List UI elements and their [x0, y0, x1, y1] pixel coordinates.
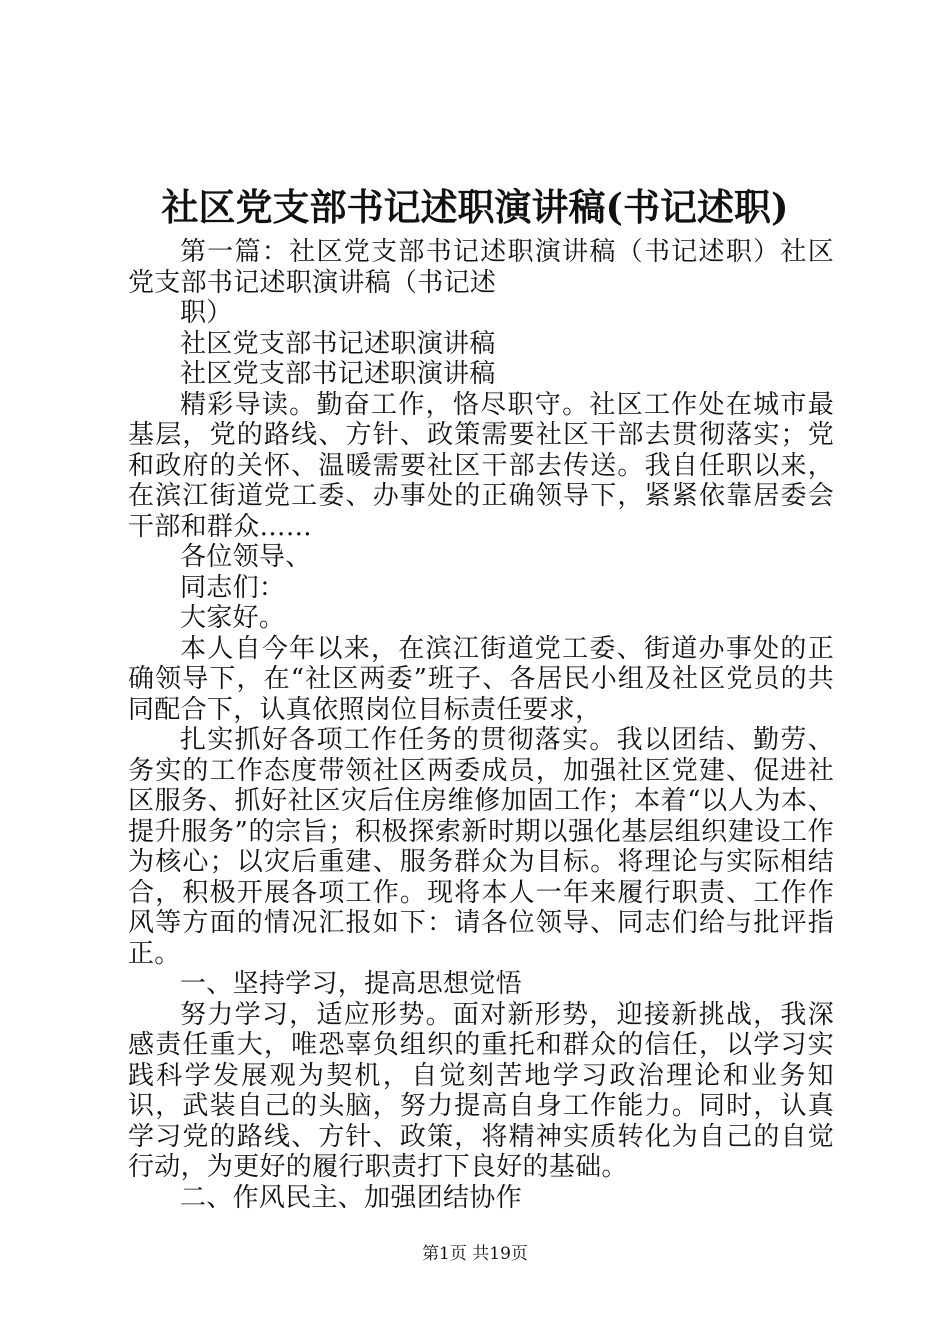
paragraph: 社区党支部书记述职演讲稿	[180, 328, 496, 359]
paragraph: 社区党支部书记述职演讲稿	[180, 359, 496, 389]
section-heading: 二、作风民主、加强团结协作	[180, 1182, 522, 1213]
section-heading: 一、坚持学习，提高思想觉悟	[180, 969, 522, 999]
document-body	[128, 237, 834, 1213]
page-footer: 第1页 共19页	[422, 1244, 528, 1264]
paragraph: 大家好。	[180, 603, 286, 633]
paragraph: 扎实抓好各项工作任务的贯彻落实。我以团结、勤劳、务实的工作态度带领社区两委成员，加强社区党建、促进社区服务、抓好社区灾后住房维修加固工作；本着“以人为本、提升服务”的宗旨；积极探索新时期以强化基层组织建设工作为核心；以灾后重建、服务群众为目标。将理论与实际相结合，积极开展各项工作。现将本人一年来履行职责、工作作风等方面的情况汇报如下：请各位领导、同志们给与批评指正。	[128, 725, 834, 969]
paragraph: 努力学习，适应形势。面对新形势，迎接新挑战，我深感责任重大，唯恐辜负组织的重托和群众的信任，以学习实践科学发展观为契机，自觉刻苦地学习政治理论和业务知识，武装自己的头脑，努力提高自身工作能力。同时，认真学习党的路线、方针、政策，将精神实质转化为自己的自觉行动，为更好的履行职责打下良好的基础。	[128, 999, 834, 1182]
paragraph: 本人自今年以来，在滨江街道党工委、街道办事处的正确领导下，在“社区两委”班子、各居民小组及社区党员的共同配合下，认真依照岗位目标责任要求，	[128, 633, 834, 725]
paragraph: 职）	[180, 298, 233, 328]
paragraph: 第一篇：社区党支部书记述职演讲稿（书记述职）社区党支部书记述职演讲稿（书记述	[128, 237, 834, 298]
paragraph: 精彩导读。勤奋工作，恪尽职守。社区工作处在城市最基层，党的路线、方针、政策需要社区干部去贯彻落实；党和政府的关怀、温暖需要社区干部去传送。我自任职以来，在滨江街道党工委、办事处的正确领导下，紧紧依靠居委会干部和群众……	[128, 389, 834, 542]
paragraph: 各位领导、	[180, 542, 312, 572]
document-title: 社区党支部书记述职演讲稿(书记述职)	[161, 185, 789, 229]
paragraph: 同志们：	[180, 572, 286, 603]
